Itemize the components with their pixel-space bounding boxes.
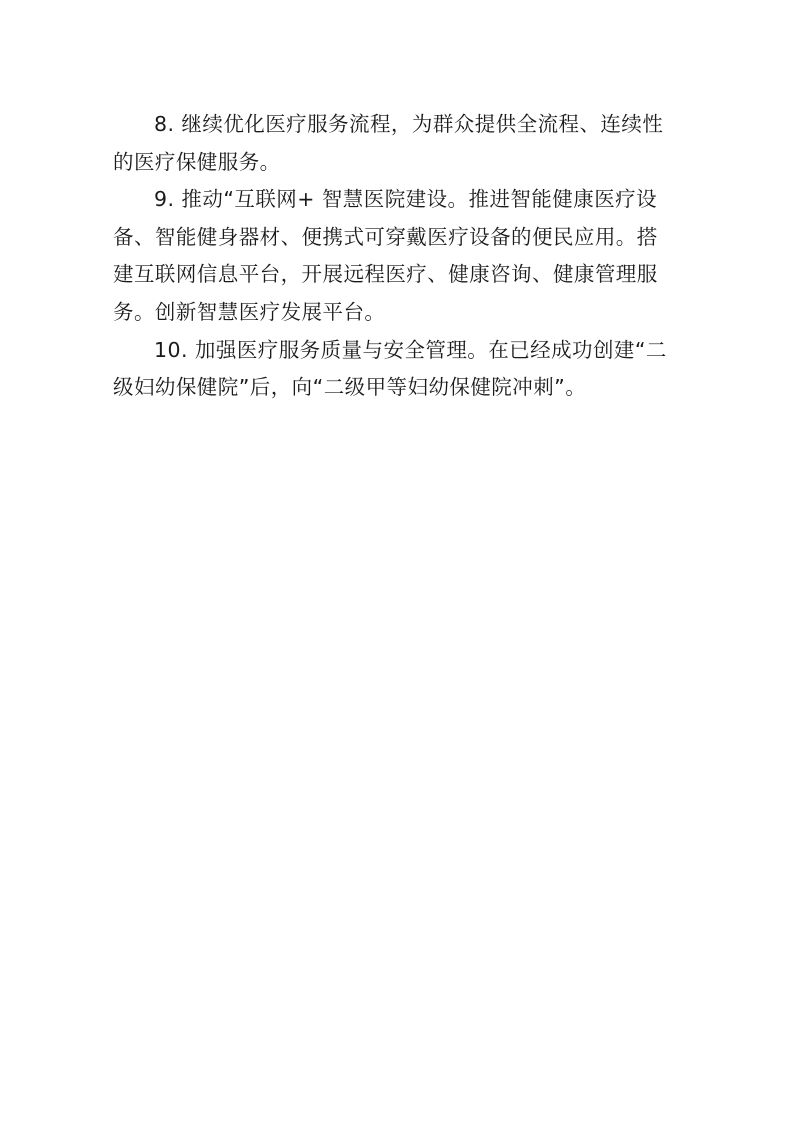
text-line: 级妇幼保健院”后，向“二级甲等妇幼保健院冲刺”。: [113, 375, 587, 400]
text-line: 9. 推动“互联网+ 智慧医院建设。推进智能健康医疗设: [154, 187, 658, 212]
paragraph-item-8: [113, 106, 681, 181]
paragraph-item-10: [113, 332, 681, 407]
text-line: 8. 继续优化医疗服务流程，为群众提供全流程、连续性: [154, 112, 664, 136]
text-line: 的医疗保健服务。: [113, 149, 281, 174]
text-line: 务。创新智慧医疗发展平台。: [113, 299, 386, 324]
document-body: [113, 106, 681, 407]
text-line: 10. 加强医疗服务质量与安全管理。在已经成功创建“二: [154, 337, 667, 362]
text-line: 建互联网信息平台，开展远程医疗、健康咨询、健康管理服: [113, 262, 658, 287]
text-line: 备、智能健身器材、便携式可穿戴医疗设备的便民应用。搭: [113, 224, 658, 249]
paragraph-item-9: [113, 181, 681, 331]
